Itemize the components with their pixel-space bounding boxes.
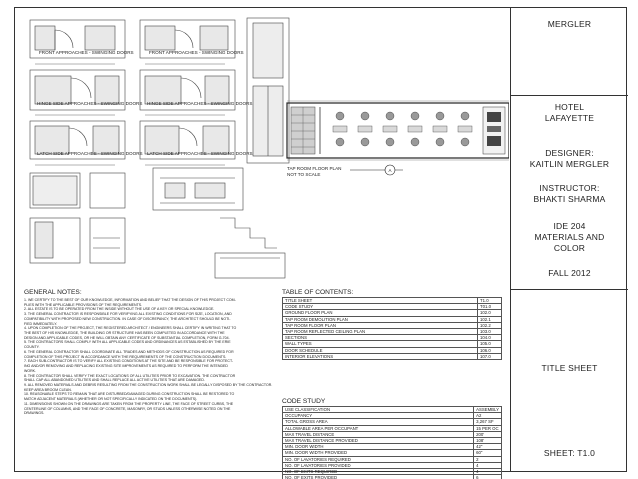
term: FALL 2012: [548, 268, 591, 278]
note-line: COMPATIBILITY WITH PROPOSED NEW CONSTRUCTION. IN CASE OF DISCREPANCY, THE ARCHITECT SHOULD BE NOTI-: [24, 316, 231, 321]
toc-sheet: 105.0: [478, 341, 502, 347]
toc-label: TAP ROOM REFLECTED CEILING PLAN: [283, 329, 478, 335]
tap-room-floor-plan: [287, 101, 509, 160]
code-study-table: [282, 406, 502, 479]
toc-label: TAP ROOM DEMOLITION PLAN: [283, 316, 478, 322]
code-study-heading: CODE STUDY: [282, 398, 326, 405]
code-value: 60": [474, 450, 502, 456]
toc-table: [282, 297, 502, 360]
note-line: 6. THE GENERAL CONTRACTOR SHALL COORDINATE ALL TRADES AND METHODS OF CONSTRUCTION AS REQUIRED FOR: [24, 349, 234, 354]
plan-caption-scale: NOT TO SCALE: [287, 172, 321, 177]
stair-detail: [220, 218, 277, 248]
toc-label: CODE STUDY: [283, 304, 478, 310]
code-study: [282, 398, 502, 479]
code-value: 4: [474, 462, 502, 468]
instructor-label: INSTRUCTOR:: [539, 183, 600, 193]
project-name-line2: LAFAYETTE: [544, 113, 595, 123]
code-label: TOTAL GROSS AREA: [283, 419, 474, 425]
code-label: USE CLASSIFICATION: [283, 407, 474, 413]
project-name-line1: HOTEL: [554, 102, 585, 112]
general-notes-heading: GENERAL NOTES:: [24, 289, 82, 296]
toc-label: SECTIONS: [283, 335, 478, 341]
toc-sheet: 102.2: [478, 322, 502, 328]
note-line: 8. THE CONTRACTOR SHALL VERIFY THE EXACT LOCATIONS OF ALL UTILITIES PRIOR TO EXCAVATION. THE CONTRACTOR: [24, 373, 236, 378]
detail-caption: FRONT APPROACHES - SWINGING DOORS: [149, 50, 244, 55]
code-label: MIN. DOOR WIDTH: [283, 444, 474, 450]
toc-label: TITLE SHEET: [283, 298, 478, 304]
sheet-number: SHEET: T1.0: [543, 448, 596, 458]
code-label: NO. OF EXITS PROVIDED: [283, 475, 474, 479]
note-line: COUNTY.: [24, 345, 40, 350]
detail-caption: FRONT APPROACHES - SWINGING DOORS: [39, 50, 134, 55]
note-line: THE BEST OF HIS KNOWLEDGE, THE BUILDING OR STRUCTURE HAS BEEN COMPLETED IN ACCORDANCE WITH THE: [24, 331, 225, 336]
note-line: PLIES WITH THE APPLICABLE PROVISIONS OF THE REQUIREMENTS.: [24, 302, 143, 307]
note-line: CENTERLINE OF COLUMNS, AND THE FACE OF CONCRETE, MASONRY, OR STUDS UNLESS OTHERWISE NOTED ON THE: [24, 406, 231, 411]
note-line: FIED IMMEDIATELY.: [24, 321, 58, 326]
toc-label: DOOR SCHEDULE: [283, 347, 478, 353]
code-label: NO. OF EXITS REQUIRED: [283, 469, 474, 475]
note-line: 4. UPON COMPLETION OF THE PROJECT, THE REGISTERED ARCHITECT / ENGINEERS SHALL CERTIFY IN WRITING THAT TO: [24, 326, 237, 331]
note-line: 7. EACH SUB-CONTRACTOR IS TO VERIFY ALL EXISTING CONDITIONS AT THE SITE AND BE RESPONSIBLE FOR PROTECT-: [24, 359, 234, 364]
code-value: 200': [474, 431, 502, 437]
code-label: MAX TRAVEL DISTANCE PROVIDED: [283, 438, 474, 444]
section-marker: [350, 165, 403, 175]
code-label: NO. OF LAVATORIES PROVIDED: [283, 462, 474, 468]
toc-label: INTERIOR ELEVATIONS: [283, 353, 478, 359]
course-title-line1: MATERIALS AND: [534, 232, 605, 242]
general-notes: [24, 289, 280, 416]
code-label: OCCUPANCY: [283, 413, 474, 419]
toc-label: GROUND FLOOR PLAN: [283, 310, 478, 316]
note-line: 1. WE CERTIFY TO THE BEST OF OUR KNOWLEDGE, INFORMATION AND BELIEF THAT THE DESIGN OF THIS PROJECT COM-: [24, 298, 236, 302]
note-line: MATCH ADJACENT MATERIALS (WHETHER OR NOT SPECIFICALLY INDICATED ON THE DOCUMENTS).: [24, 397, 198, 402]
note-line: ING AND/OR REMOVING AND REPLACING EXISTING SITE IMPROVEMENTS AS REQUIRED TO PERFORM THE INTENDED: [24, 364, 228, 369]
note-line: WORK.: [24, 368, 37, 373]
code-value: 3,267 SF: [474, 419, 502, 425]
general-notes-body: [24, 298, 280, 416]
code-label: NO. OF LAVATORIES REQUIRED: [283, 456, 474, 462]
table-row: [283, 475, 502, 479]
toc-sheet: 104.0: [478, 335, 502, 341]
code-value: A2: [474, 413, 502, 419]
plan-marker-label: A: [388, 168, 392, 173]
toc-sheet: 103.0: [478, 329, 502, 335]
toc-sheet: 106.0: [478, 347, 502, 353]
code-value: 4: [474, 469, 502, 475]
note-line: 10. REASONABLE STEPS TO REMAIN THAT ARE DISTURBED/DAMAGED DURING CONSTRUCTION SHALL BE RESTORED TO: [24, 392, 235, 397]
note-line: 3. THE GENERAL CONTRACTOR IS RESPONSIBLE FOR VERIFYING ALL EXISTING CONDITIONS FOR SIZE, LOCATION, AND: [24, 312, 232, 317]
toc-sheet: 102.0: [478, 310, 502, 316]
toc-heading: TABLE OF CONTENTS:: [282, 289, 354, 296]
note-line: SHALL CAP ALL ABANDONED UTILITIES AND SHALL REPLACE ALL ACTIVE UTILITIES THAT ARE DAMAGED.: [24, 378, 205, 383]
designer-name: KAITLIN MERGLER: [529, 159, 610, 169]
note-line: DESIGN AND APPLICABLE CODES, OR HE WILL OBTAIN ANY CERTIFICATE OF SUBSTANTIAL COMPLETION, FORM G-704.: [24, 335, 230, 340]
table-of-contents: [282, 289, 502, 360]
note-line: COMPLETION OF THIS PROJECT IN ACCORDANCE WITH THE REQUIREMENTS OF THE CONSTRUCTION DOCUMENTS.: [24, 354, 227, 359]
code-value: 6: [474, 475, 502, 479]
toc-label: WALL TYPES: [283, 341, 478, 347]
designer-label: DESIGNER:: [545, 148, 594, 158]
note-line: 5. THE CONTRACTORS SHALL COMPLY WITH ALL APPLICABLE CODES AND ORDINANCES AS ESTABLISHED BY THE ERIE: [24, 340, 231, 345]
note-line: 11. DIMENSIONS SHOWN ON THE DRAWINGS ARE TAKEN FROM THE PROPERTY LINE, THE FACE OF STREET CURBS, THE: [24, 401, 234, 406]
firm-name: MERGLER: [547, 19, 592, 29]
detail-caption: LATCH SIDE APPROACHES - SWINGING DOORS: [147, 151, 253, 156]
course-number: IDE 204: [553, 221, 586, 231]
sheet-title: TITLE SHEET: [541, 363, 598, 373]
toc-sheet: 102.1: [478, 316, 502, 322]
plan-caption-title: TAP ROOM FLOOR PLAN: [287, 166, 342, 171]
title-block: [510, 7, 627, 472]
code-label: MIN. DOOR WIDTH PROVIDED: [283, 450, 474, 456]
toc-sheet: T01.0: [478, 304, 502, 310]
course-title-line2: COLOR: [553, 243, 586, 253]
toc-sheet: T1.0: [478, 298, 502, 304]
note-line: DRAWINGS.: [24, 411, 45, 416]
drawing-area: [15, 8, 509, 288]
note-line: KEEP AREA BROOM CLEAN.: [24, 387, 72, 392]
code-value: ASSEMBLY: [474, 407, 502, 413]
table-row: [283, 353, 502, 359]
detail-caption: LATCH SIDE APPROACHES - SWINGING DOORS: [37, 151, 143, 156]
toc-sheet: 107.0: [478, 353, 502, 359]
note-line: 9. ALL REMOVED MATERIALS AND DEBRIS RESULTING FROM THE CONSTRUCTION WORK SHALL BE LEGALLY DISPOSED BY THE CONTRACTOR.: [24, 382, 273, 387]
code-label: MAX TRAVEL DISTANCE: [283, 431, 474, 437]
toc-label: TAP ROOM FLOOR PLAN: [283, 322, 478, 328]
note-line: 2. ALL ESTATE IS TO BE OPERATED FROM THE INSIDE WITHOUT THE USE OF A KEY OR SPECIAL KNOWLEDGE.: [24, 307, 215, 312]
instructor-name: BHAKTI SHARMA: [533, 194, 606, 204]
code-label: ALLOWABLE AREA PER OCCUPANT: [283, 425, 474, 431]
code-value: 42": [474, 444, 502, 450]
code-value: 108': [474, 438, 502, 444]
code-value: 15 PER OC: [474, 425, 502, 431]
detail-caption: HINGE SIDE APPROACHES - SWINGING DOORS: [147, 101, 253, 106]
detail-caption: HINGE SIDE APPROACHES - SWINGING DOORS: [37, 101, 143, 106]
title-block-divider: [511, 95, 628, 96]
code-value: 2: [474, 456, 502, 462]
title-block-divider: [511, 289, 628, 290]
